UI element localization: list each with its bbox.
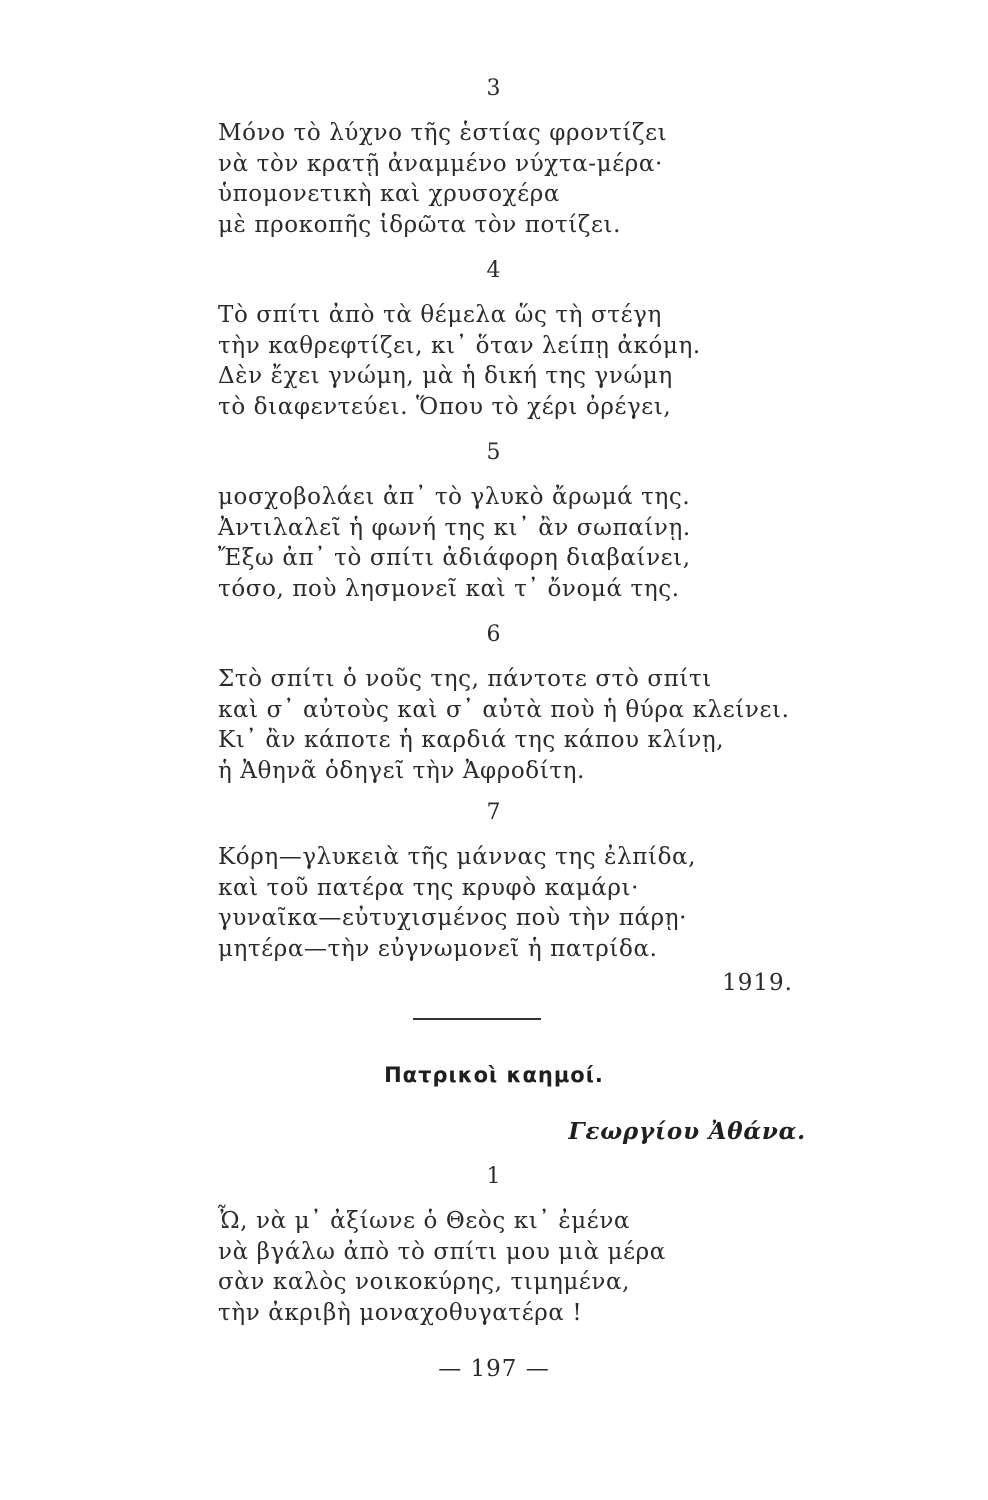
stanza-number: 6 — [486, 622, 502, 647]
verse-line: τὴν ἀκριβὴ μοναχοθυγατέρα ! — [218, 1299, 583, 1326]
verse-line: γυναῖκα—εὐτυχισμένος ποὺ τὴν πάρῃ· — [218, 905, 688, 931]
verse-line: Ἔξω ἀπ᾽ τὸ σπίτι ἀδιάφορη διαβαίνει, — [218, 545, 691, 571]
verse-line: σὰν καλὸς νοικοκύρης, τιμημένα, — [218, 1269, 631, 1295]
stanza-number: 3 — [486, 76, 502, 101]
section-divider — [413, 1018, 541, 1020]
verse-line: Ὦ, νὰ μ᾽ ἀξίωνε ὁ Θεὸς κι᾽ ἐμένα — [218, 1208, 631, 1234]
verse-line: τόσο, ποὺ λησμονεῖ καὶ τ᾽ ὄνομά της. — [218, 575, 680, 602]
verse-line: ὑπομονετικὴ καὶ χρυσοχέρα — [218, 181, 560, 207]
verse-line: καὶ σ᾽ αὐτοὺς καὶ σ᾽ αὐτὰ ποὺ ἡ θύρα κλείνει. — [218, 696, 790, 723]
verse-line: Κι᾽ ἂν κάποτε ἡ καρδιά της κάπου κλίνῃ, — [218, 727, 725, 753]
verse-line: Στὸ σπίτι ὁ νοῦς της, πάντοτε στὸ σπίτι — [218, 666, 712, 692]
stanza — [218, 118, 818, 240]
verse-line: Ἀντιλαλεῖ ἡ φωνή της κι᾽ ἂν σωπαίνῃ. — [218, 514, 691, 541]
verse-line: Κόρη—γλυκειὰ τῆς μάννας της ἐλπίδα, — [218, 844, 697, 870]
verse-line: Μόνο τὸ λύχνο τῆς ἑστίας φροντίζει — [218, 120, 668, 146]
stanza — [218, 300, 818, 422]
verse-line: νὰ βγάλω ἀπὸ τὸ σπίτι μου μιὰ μέρα — [218, 1238, 666, 1265]
verse-line: μητέρα—τὴν εὐγνωμονεῖ ἡ πατρίδα. — [218, 935, 658, 962]
verse-line: ἡ Ἀθηνᾶ ὁδηγεῖ τὴν Ἀφροδίτη. — [218, 757, 585, 784]
stanza — [218, 1206, 818, 1328]
verse-line: νὰ τὸν κρατῇ ἀναμμένο νύχτα-μέρα· — [218, 150, 663, 177]
poem-title: Πατρικοὶ καημοί. — [384, 1063, 604, 1087]
verse-line: Τὸ σπίτι ἀπὸ τὰ θέμελα ὥς τὴ στέγη — [218, 302, 662, 328]
stanza-number: 5 — [486, 440, 502, 465]
verse-line: τὸ διαφεντεύει. Ὅπου τὸ χέρι ὀρέγει, — [218, 393, 672, 420]
verse-line: τὴν καθρεφτίζει, κι᾽ ὅταν λείπῃ ἀκόμη. — [218, 332, 701, 359]
poem-year: 1919. — [722, 970, 793, 996]
verse-line: Δὲν ἔχει γνώμη, μὰ ἡ δική της γνώμη — [218, 363, 673, 389]
stanza-number: 7 — [486, 800, 502, 825]
stanza — [218, 664, 818, 786]
verse-line: μοσχοβολάει ἀπ᾽ τὸ γλυκὸ ἄρωμά της. — [218, 484, 691, 510]
stanza-number: 1 — [486, 1164, 502, 1189]
stanza-number: 4 — [486, 258, 502, 283]
stanza — [218, 482, 818, 604]
stanza — [218, 842, 818, 964]
poem-author: Γεωργίου Ἀθάνα. — [568, 1118, 806, 1145]
verse-line: καὶ τοῦ πατέρα της κρυφὸ καμάρι· — [218, 874, 640, 901]
page-number: — 197 — — [438, 1356, 550, 1382]
verse-line: μὲ προκοπῆς ἱδρῶτα τὸν ποτίζει. — [218, 211, 621, 238]
